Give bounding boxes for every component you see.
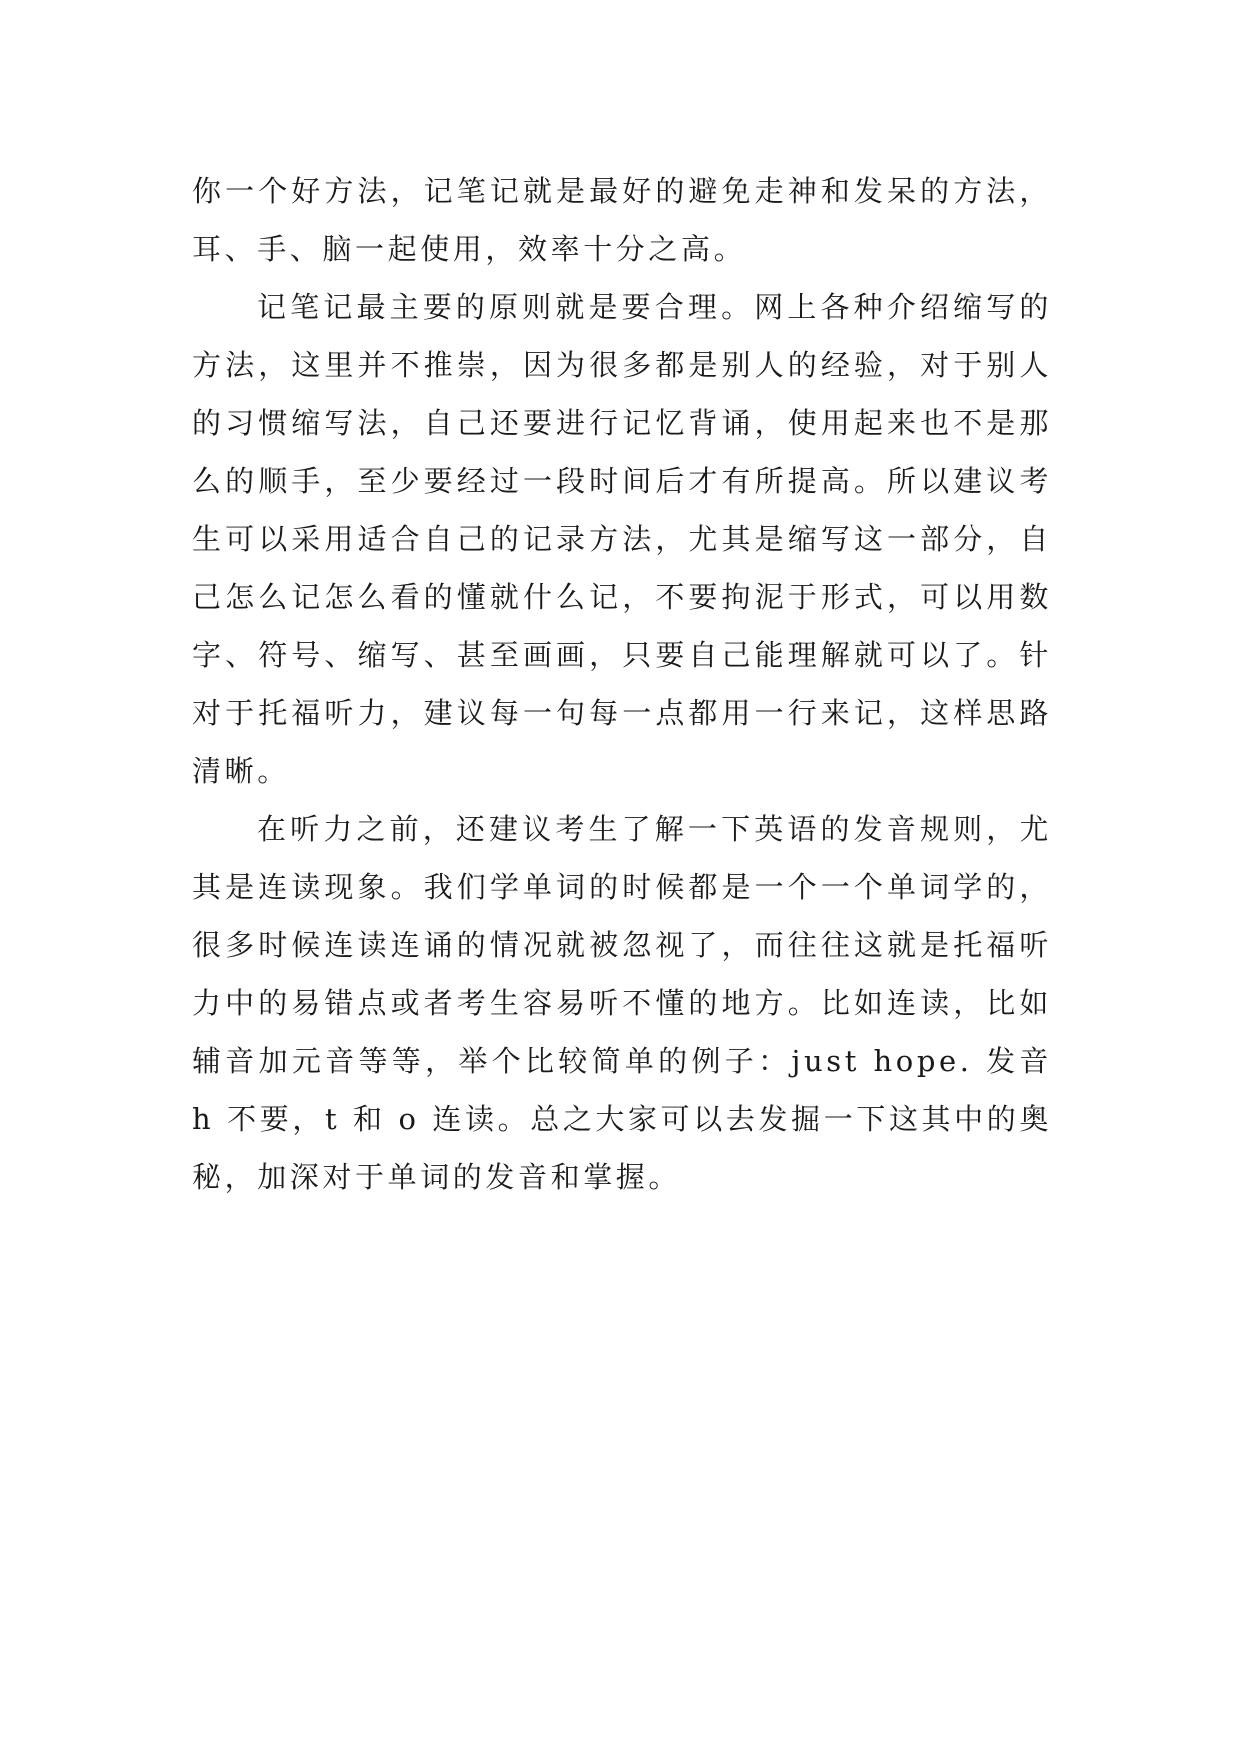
paragraph-3: 在听力之前，还建议考生了解一下英语的发音规则，尤其是连读现象。我们学单词的时候都是一个一个单词学的，很多时候连读连诵的情况就被忽视了，而往往这就是托福听力中的易错点或者考生容易听不懂的地方。比如连读，比如辅音加元音等等，举个比较简单的例子：just hope. 发音 h 不要，t 和 o 连读。总之大家可以去发掘一下这其中的奥秘，加深对于单词的发音和掌握。 [192, 812, 1052, 1194]
paragraph-2: 记笔记最主要的原则就是要合理。网上各种介绍缩写的方法，这里并不推崇，因为很多都是别人的经验，对于别人的习惯缩写法，自己还要进行记忆背诵，使用起来也不是那么的顺手，至少要经过一段时间后才有所提高。所以建议考生可以采用适合自己的记录方法，尤其是缩写这一部分，自己怎么记怎么看的懂就什么记，不要拘泥于形式，可以用数字、符号、缩写、甚至画画，只要自己能理解就可以了。针对于托福听力，建议每一句每一点都用一行来记，这样思路清晰。 [192, 290, 1052, 788]
document-body [192, 162, 1052, 1206]
paragraph-1: 你一个好方法，记笔记就是最好的避免走神和发呆的方法，耳、手、脑一起使用，效率十分之高。 [192, 174, 1052, 266]
